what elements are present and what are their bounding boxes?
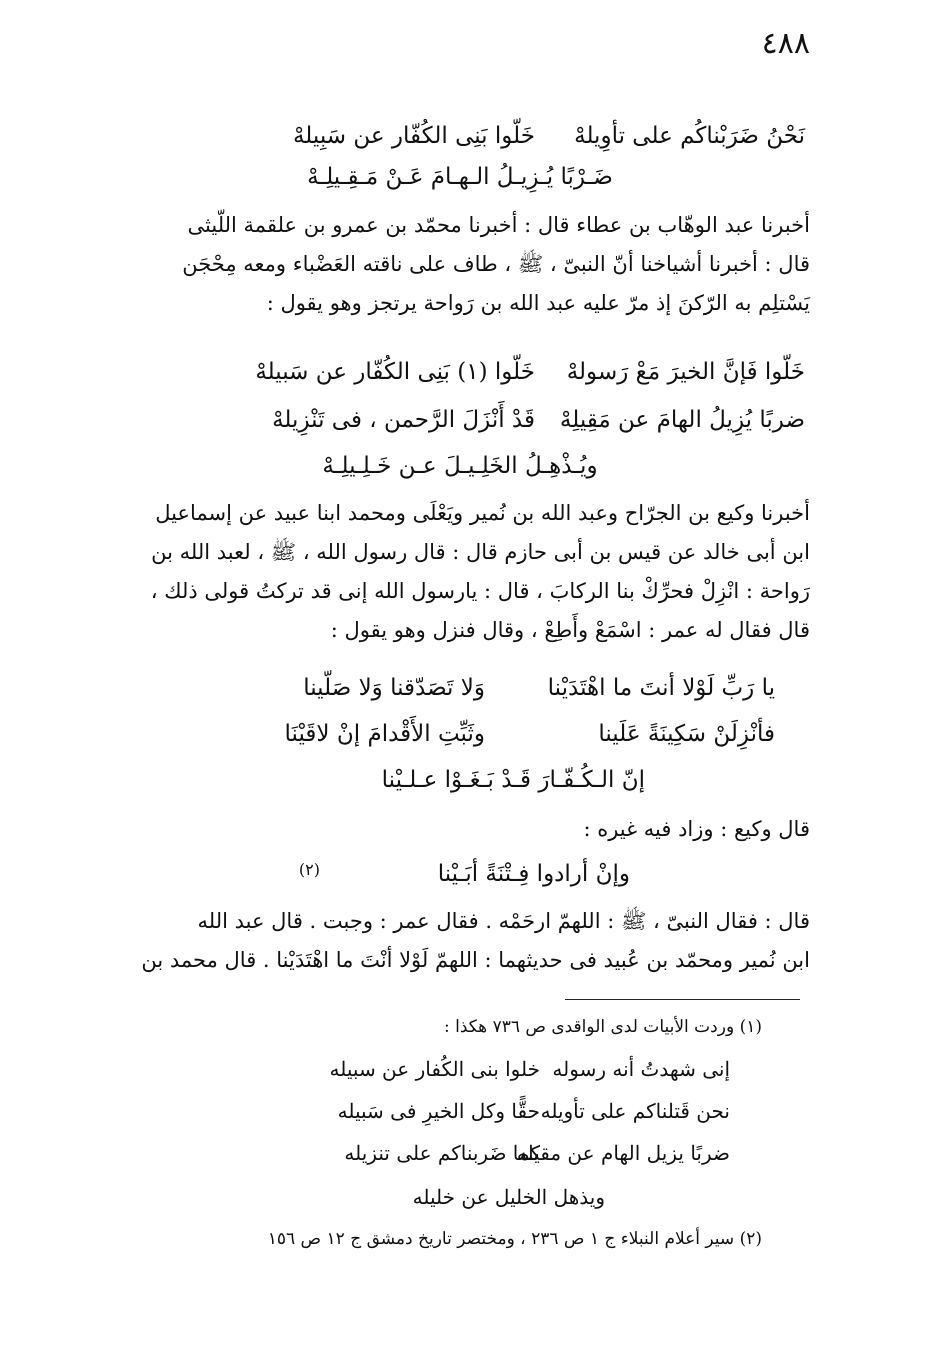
verse-hemistich: نَحْنُ ضَرَبْناكُم على تأوِيلهْ	[574, 123, 805, 149]
footnote-verse-hemistich: إنى شهدتُ أنه رسوله	[552, 1057, 730, 1081]
text-line: أخبرنا وكيع بن الجرّاح وعبد الله بن نُمير ويَعْلَى ومحمد ابنا عبيد عن إسماعيل	[155, 501, 810, 525]
verse-hemistich: ضربًا يُزِيلُ الهامَ عن مَقِيلِهْ	[559, 407, 805, 433]
verse-hemistich: خَلّوا (١) بَنِى الكُفّار عن سَبيلهْ	[255, 359, 535, 385]
verse-hemistich: يا رَبِّ لَوْلا أنتَ ما اهْتَدَيْنا	[547, 675, 775, 701]
verse-line: وإنْ أرادوا فِـتْنَةً أبَـيْنا	[437, 861, 630, 887]
verse-hemistich: وثَبِّتِ الأَقْدامَ إنْ لاقَيْنَا	[284, 721, 485, 747]
footnote-marker: (٢)	[298, 860, 320, 879]
footnote-verse-line: ويذهل الخليل عن خليله	[412, 1185, 605, 1209]
paragraph	[110, 206, 810, 323]
text-line: ابن أبى خالد عن قيس بن أبى حازم قال : قال رسول الله ، ﷺ ، لعبد الله بن	[151, 540, 810, 564]
page-number: ٤٨٨	[761, 26, 810, 61]
footnote-2: (٢) سير أعلام النبلاء ج ١ ص ٢٣٦ ، ومختصر تاريخ دمشق ج ١٢ ص ١٥٦	[267, 1229, 762, 1249]
verse-line: ويُـذْهِـلُ الخَلِـيـلَ عـن خَـلِـيلِـهْ	[322, 453, 598, 479]
verse-hemistich: قَدْ أَنْزَلَ الرَّحمن ، فى تَنْزِيلهْ	[272, 407, 535, 433]
footnote-1: (١) وردت الأبيات لدى الواقدى ص ٧٣٦ هكذا :	[444, 1017, 762, 1037]
text-line: يَسْتلِم به الرّكنَ إذ مرّ عليه عبد الله بن رَواحة يرتجز وهو يقول :	[266, 291, 810, 315]
text-line: قال : فقال النبىّ ، ﷺ : اللهمّ ارحَمْه . فقال عمر : وجبت . قال عبد الله	[197, 909, 810, 933]
footnote-verse-hemistich: نحن قَتلناكم على تأويله	[540, 1099, 730, 1123]
footnote-verse-hemistich: كما ضَربناكم على تنزيله	[344, 1141, 540, 1165]
verse-hemistich: فأنْزِلَنْ سَكِينَةً عَلَينا	[598, 721, 775, 747]
paragraph	[110, 810, 810, 849]
verse-line: ضَـرْبًا يُـزِيـلُ الـهـامَ عَـنْ مَـقِـيلِـهْ	[307, 164, 613, 190]
verse-hemistich: خَلّوا بَنِى الكُفّار عن سَبِيلهْ	[292, 123, 535, 149]
paragraph	[110, 902, 810, 980]
text-line: رَواحة : انْزِلْ فحرِّكْ بنا الركابَ ، قال : يارسول الله إنى قد تركتُ قولى ذلك ،	[150, 579, 810, 603]
text-line: أخبرنا عبد الوهّاب بن عطاء قال : أخبرنا محمّد بن عمرو بن علقمة اللّيثى	[187, 213, 810, 237]
text-line: قال فقال له عمر : اسْمَعْ وأَطِعْ ، وقال فنزل وهو يقول :	[330, 618, 810, 642]
footnote-verse-hemistich: حقًّا وكل الخيرِ فى سَبيله	[337, 1099, 540, 1123]
verse-hemistich: خَلّوا فَإنَّ الخيرَ مَعْ رَسولهْ	[566, 359, 805, 385]
verse-line: إنّ الـكُـفّـارَ قَـدْ بَـغَـوْا عـلـيْنا	[381, 767, 645, 793]
footnote-verse-hemistich: ضربًا يزيل الهام عن مقيله	[516, 1141, 730, 1165]
paragraph	[110, 494, 810, 650]
text-line: قال وكيع : وزاد فيه غيره :	[583, 817, 810, 841]
text-line: قال : أخبرنا أشياخنا أنّ النبىّ ، ﷺ ، طاف على ناقته العَضْباء ومعه مِحْجَن	[182, 252, 810, 276]
verse-hemistich: وَلا تَصَدّقنا وَلا صَلّينا	[303, 675, 485, 701]
footnote-divider	[565, 999, 800, 1000]
footnote-verse-hemistich: خلوا بنى الكُفار عن سبيله	[329, 1057, 540, 1081]
text-line: ابن نُمير ومحمّد بن عُبيد فى حديثهما : اللهمّ لَوْلا أنْتَ ما اهْتَدَيْنا . قال محمد بن	[141, 948, 810, 972]
